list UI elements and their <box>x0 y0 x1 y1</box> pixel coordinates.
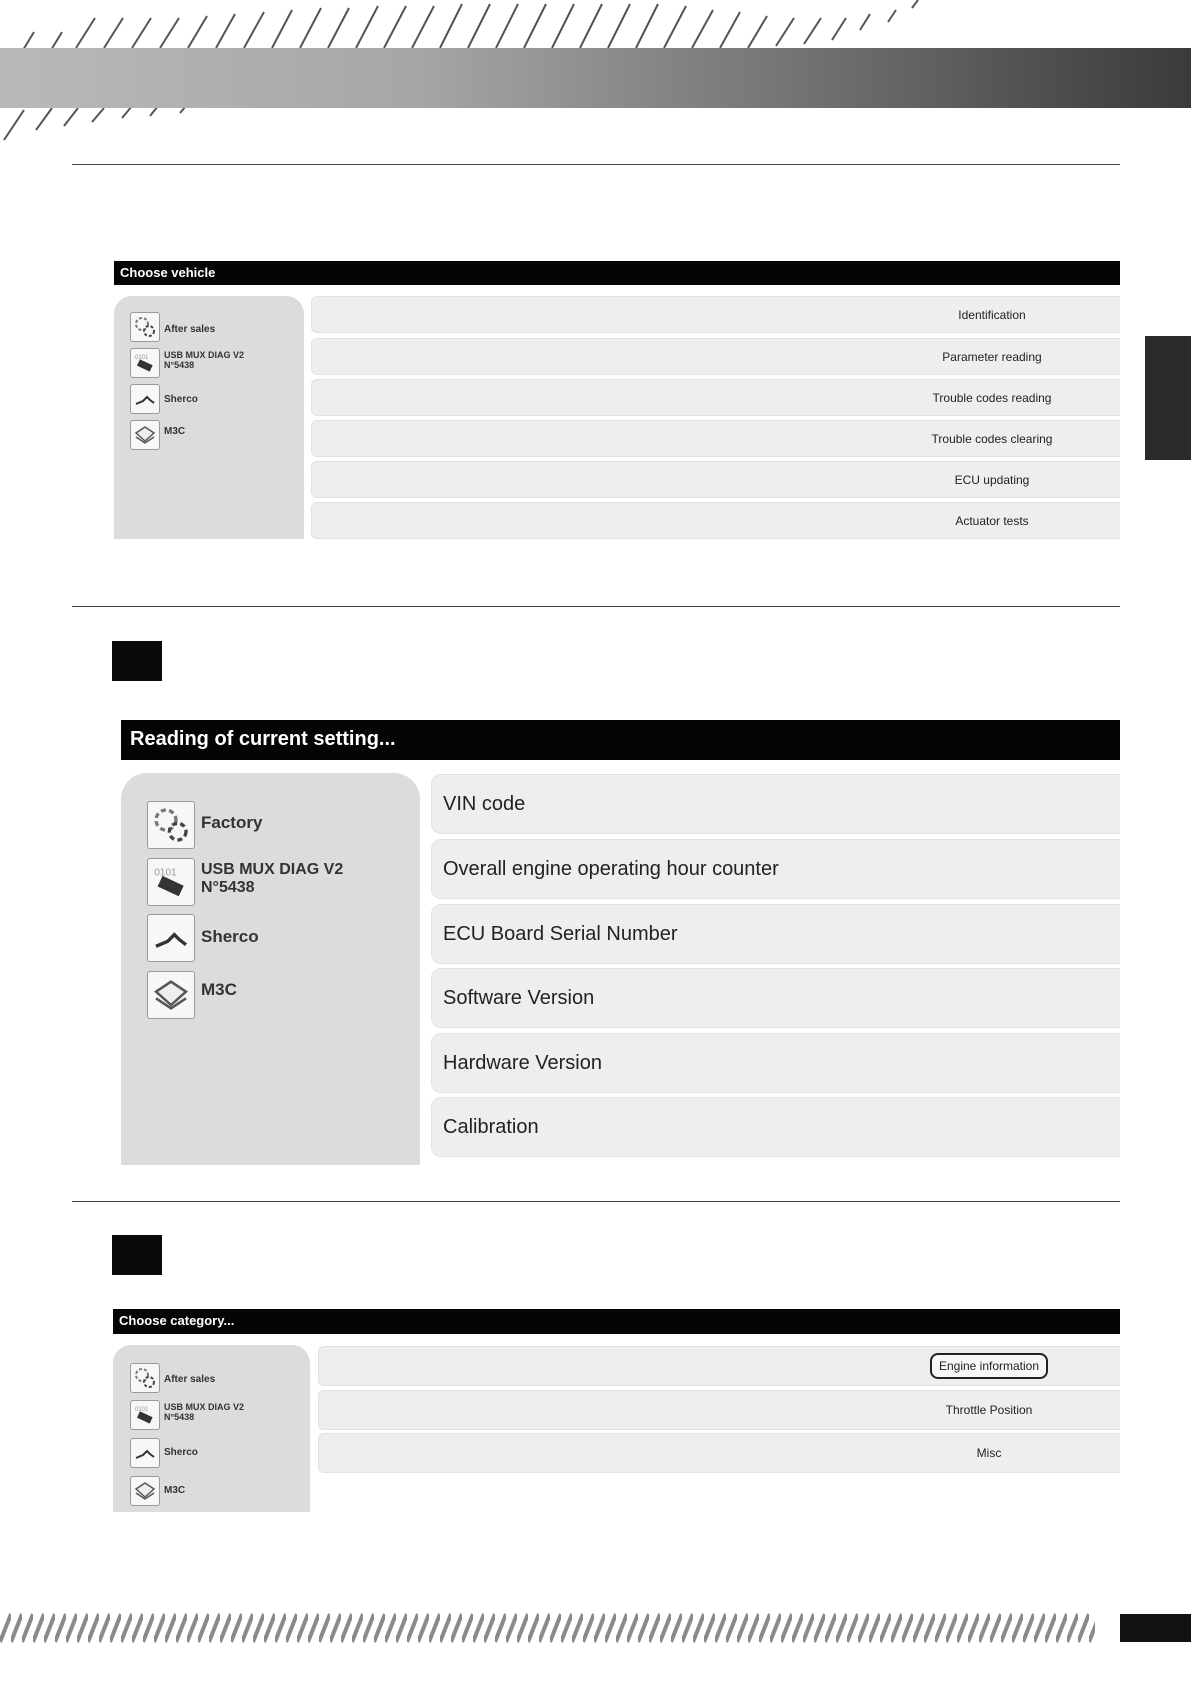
menu-button-hardware-version[interactable] <box>431 1033 1120 1093</box>
device-item-sherco[interactable] <box>130 1438 198 1468</box>
device-label: M3C <box>164 426 186 437</box>
menu-button-hour-counter[interactable] <box>431 839 1120 899</box>
gears-icon <box>130 1363 160 1393</box>
ecu-module-icon <box>147 971 195 1019</box>
usb-mux-icon <box>130 1400 160 1430</box>
menu-label: VIN code <box>443 792 526 815</box>
device-item-usb-mux[interactable] <box>147 858 343 906</box>
panel-title: Reading of current setting... <box>130 728 396 750</box>
device-label: USB MUX DIAG V2 <box>164 1402 245 1412</box>
menu-button-ecu-serial[interactable] <box>431 904 1120 964</box>
device-label: After sales <box>164 324 216 335</box>
section-divider <box>72 164 1120 165</box>
menu-button-trouble-codes-reading[interactable] <box>311 379 1120 416</box>
menu-label: Misc <box>976 1446 1002 1460</box>
menu-button-throttle-position[interactable] <box>318 1390 1120 1430</box>
device-label: M3C <box>201 980 237 999</box>
device-sublabel: N°5438 <box>164 360 195 371</box>
gears-icon <box>130 312 160 342</box>
menu-button-engine-information[interactable] <box>318 1346 1120 1386</box>
menu-label: Engine information <box>930 1353 1048 1379</box>
device-sublabel: N°5438 <box>164 1412 195 1423</box>
device-item-after-sales[interactable] <box>130 312 215 342</box>
menu-button-trouble-codes-clearing[interactable] <box>311 420 1120 457</box>
panel-title-bar <box>113 1309 1120 1334</box>
gears-icon <box>147 801 195 849</box>
menu-label: Throttle Position <box>945 1403 1033 1417</box>
menu-button-ecu-updating[interactable] <box>311 461 1120 498</box>
device-label: Sherco <box>201 927 259 946</box>
device-item-usb-mux[interactable] <box>130 348 244 378</box>
svg-text:0101: 0101 <box>135 355 149 361</box>
menu-button-parameter-reading[interactable] <box>311 338 1120 375</box>
menu-label: Identification <box>958 307 1026 322</box>
menu-button-identification[interactable] <box>311 296 1120 333</box>
device-item-sherco[interactable] <box>147 914 259 962</box>
usb-mux-icon <box>147 858 195 906</box>
menu-label: Actuator tests <box>955 513 1029 528</box>
device-sublabel: N°5438 <box>201 879 255 897</box>
device-panel <box>113 1345 310 1512</box>
menu-button-actuator-tests[interactable] <box>311 502 1120 539</box>
menu-label: ECU updating <box>954 472 1030 487</box>
device-item-m3c[interactable] <box>130 420 185 450</box>
step-marker <box>112 1235 162 1275</box>
footer-hatch-pattern <box>0 1608 1095 1648</box>
step-marker <box>112 641 162 681</box>
menu-label: Trouble codes clearing <box>931 431 1053 446</box>
ecu-module-icon <box>130 1476 160 1506</box>
svg-text:0101: 0101 <box>135 1407 149 1413</box>
device-label: Sherco <box>164 394 198 405</box>
device-label: USB MUX DIAG V2 <box>201 861 344 878</box>
menu-label: Software Version <box>443 986 595 1009</box>
menu-button-vin-code[interactable] <box>431 774 1120 834</box>
svg-text:0101: 0101 <box>154 867 177 879</box>
menu-label: Hardware Version <box>443 1051 602 1074</box>
device-item-m3c[interactable] <box>130 1476 185 1506</box>
motorcycle-icon <box>130 384 160 414</box>
device-item-m3c[interactable] <box>147 971 237 1019</box>
device-item-sherco[interactable] <box>130 384 198 414</box>
menu-button-calibration[interactable] <box>431 1097 1120 1157</box>
section-divider <box>72 606 1120 607</box>
panel-title-bar <box>121 720 1120 760</box>
menu-label: Trouble codes reading <box>932 390 1052 405</box>
device-label: Sherco <box>164 1447 198 1458</box>
section-divider <box>72 1201 1120 1202</box>
chapter-tab <box>1145 336 1191 460</box>
device-label: After sales <box>164 1374 216 1385</box>
menu-label: ECU Board Serial Number <box>443 922 678 945</box>
device-label: M3C <box>164 1485 186 1496</box>
header-band <box>0 48 1191 108</box>
page-number-tab <box>1120 1614 1191 1642</box>
menu-label: Overall engine operating hour counter <box>443 857 779 880</box>
device-panel <box>114 296 304 539</box>
panel-title-bar <box>114 261 1120 285</box>
motorcycle-icon <box>130 1438 160 1468</box>
menu-button-software-version[interactable] <box>431 968 1120 1028</box>
menu-label: Parameter reading <box>942 349 1042 364</box>
device-item-factory[interactable] <box>147 801 262 849</box>
ecu-module-icon <box>130 420 160 450</box>
menu-label: Calibration <box>443 1115 539 1138</box>
menu-button-misc[interactable] <box>318 1433 1120 1473</box>
panel-title: Choose category... <box>119 1313 235 1328</box>
device-label: USB MUX DIAG V2 <box>164 350 245 360</box>
device-panel <box>121 773 420 1165</box>
usb-mux-icon <box>130 348 160 378</box>
device-item-usb-mux[interactable] <box>130 1400 244 1430</box>
device-item-after-sales[interactable] <box>130 1363 215 1393</box>
device-label: Factory <box>201 813 263 832</box>
motorcycle-icon <box>147 914 195 962</box>
panel-title: Choose vehicle <box>120 265 216 280</box>
